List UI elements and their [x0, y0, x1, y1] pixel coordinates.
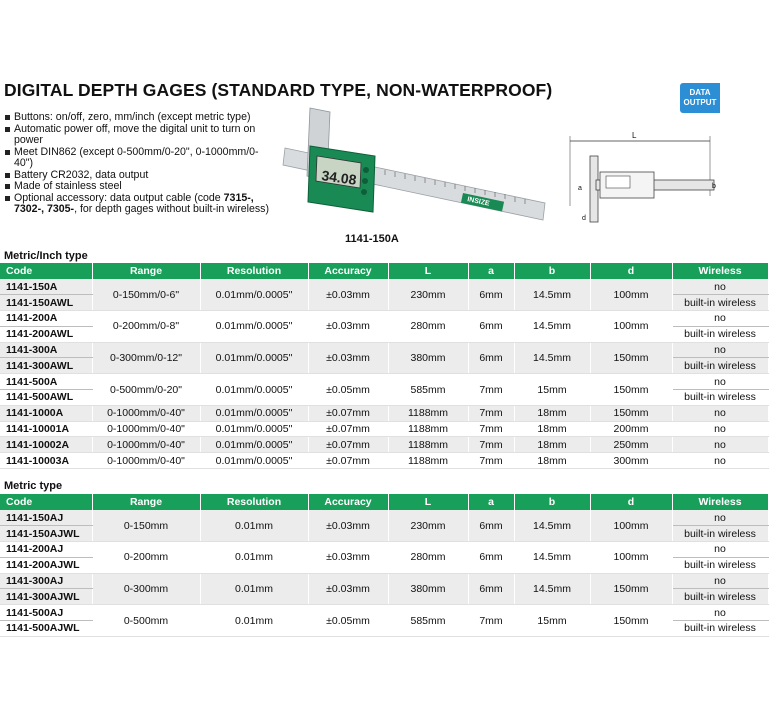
d-cell: 150mm	[590, 405, 672, 421]
wireless-cell: no	[672, 279, 768, 295]
code-cell: 1141-10003A	[0, 453, 92, 469]
a-cell: 6mm	[468, 542, 514, 574]
l-cell: 1188mm	[388, 405, 468, 421]
range-cell: 0-150mm	[92, 510, 200, 542]
wireless-cell: built-in wireless	[672, 557, 768, 573]
feature-codes: 7315-, 7302-, 7305-	[14, 191, 254, 215]
l-cell: 380mm	[388, 573, 468, 605]
a-cell: 6mm	[468, 510, 514, 542]
range-cell: 0-200mm/0-8"	[92, 311, 200, 343]
dimension-diagram	[560, 126, 720, 226]
label-L: L	[632, 131, 637, 140]
feature-item	[4, 193, 272, 216]
wireless-cell: no	[672, 453, 768, 469]
l-cell: 585mm	[388, 374, 468, 406]
a-cell: 6mm	[468, 279, 514, 311]
b-cell: 15mm	[514, 374, 590, 406]
table-row	[0, 437, 768, 453]
code-cell: 1141-200AJ	[0, 542, 92, 558]
wireless-cell: built-in wireless	[672, 621, 768, 637]
column-header: Code	[0, 494, 92, 510]
accuracy-cell: ±0.07mm	[308, 421, 388, 437]
accuracy-cell: ±0.07mm	[308, 437, 388, 453]
feature-item: Meet DIN862 (except 0-500mm/0-20", 0-1000mm/0-40")	[4, 147, 272, 170]
l-cell: 380mm	[388, 342, 468, 374]
l-cell: 1188mm	[388, 453, 468, 469]
accuracy-cell: ±0.03mm	[308, 342, 388, 374]
b-cell: 14.5mm	[514, 342, 590, 374]
table-row	[0, 311, 768, 327]
b-cell: 14.5mm	[514, 279, 590, 311]
feature-item: Buttons: on/off, zero, mm/inch (except metric type)	[4, 112, 272, 124]
range-cell: 0-150mm/0-6"	[92, 279, 200, 311]
code-cell: 1141-10002A	[0, 437, 92, 453]
feature-item: Automatic power off, move the digital unit to turn on power	[4, 124, 272, 147]
table-row	[0, 573, 768, 589]
column-header: Code	[0, 263, 92, 279]
code-cell: 1141-300AJWL	[0, 589, 92, 605]
accuracy-cell: ±0.03mm	[308, 279, 388, 311]
column-header: a	[468, 494, 514, 510]
header-row	[0, 263, 768, 279]
accuracy-cell: ±0.03mm	[308, 311, 388, 343]
badge-line-2: OUTPUT	[683, 98, 717, 107]
l-cell: 280mm	[388, 542, 468, 574]
code-cell: 1141-300AJ	[0, 573, 92, 589]
d-cell: 100mm	[590, 311, 672, 343]
metric-inch-spec-table	[0, 263, 769, 469]
resolution-cell: 0.01mm/0.0005"	[200, 311, 308, 343]
column-header: Resolution	[200, 494, 308, 510]
code-cell: 1141-1000A	[0, 405, 92, 421]
l-cell: 1188mm	[388, 437, 468, 453]
table-row	[0, 405, 768, 421]
d-cell: 300mm	[590, 453, 672, 469]
brand-logo: INSIZE	[466, 196, 491, 208]
resolution-cell: 0.01mm/0.0005"	[200, 279, 308, 311]
code-cell: 1141-500A	[0, 374, 92, 390]
accuracy-cell: ±0.05mm	[308, 374, 388, 406]
code-cell: 1141-150AJWL	[0, 526, 92, 542]
column-header: b	[514, 494, 590, 510]
b-cell: 14.5mm	[514, 510, 590, 542]
wireless-cell: no	[672, 374, 768, 390]
b-cell: 18mm	[514, 421, 590, 437]
code-cell: 1141-300AWL	[0, 358, 92, 374]
l-cell: 280mm	[388, 311, 468, 343]
wireless-cell: no	[672, 605, 768, 621]
b-cell: 18mm	[514, 405, 590, 421]
table-row	[0, 342, 768, 358]
code-cell: 1141-150AWL	[0, 295, 92, 311]
d-cell: 100mm	[590, 279, 672, 311]
l-cell: 585mm	[388, 605, 468, 637]
resolution-cell: 0.01mm/0.0005"	[200, 421, 308, 437]
code-cell: 1141-150A	[0, 279, 92, 295]
feature-text: Optional accessory: data output cable (code	[14, 191, 224, 204]
range-cell: 0-200mm	[92, 542, 200, 574]
metric-spec-table	[0, 494, 769, 637]
feature-list	[4, 112, 272, 216]
d-cell: 150mm	[590, 605, 672, 637]
wireless-cell: no	[672, 542, 768, 558]
d-cell: 150mm	[590, 342, 672, 374]
column-header: Wireless	[672, 263, 768, 279]
wireless-cell: no	[672, 421, 768, 437]
d-cell: 150mm	[590, 374, 672, 406]
a-cell: 7mm	[468, 453, 514, 469]
page-title: DIGITAL DEPTH GAGES (STANDARD TYPE, NON-WATERPROOF)	[4, 80, 553, 100]
range-cell: 0-1000mm/0-40"	[92, 405, 200, 421]
resolution-cell: 0.01mm	[200, 510, 308, 542]
range-cell: 0-300mm/0-12"	[92, 342, 200, 374]
column-header: Accuracy	[308, 494, 388, 510]
table-row	[0, 374, 768, 390]
accuracy-cell: ±0.03mm	[308, 510, 388, 542]
l-cell: 230mm	[388, 510, 468, 542]
wireless-cell: no	[672, 311, 768, 327]
wireless-cell: no	[672, 437, 768, 453]
code-cell: 1141-150AJ	[0, 510, 92, 526]
feature-item: Battery CR2032, data output	[4, 170, 272, 182]
wireless-cell: no	[672, 342, 768, 358]
resolution-cell: 0.01mm/0.0005"	[200, 453, 308, 469]
column-header: b	[514, 263, 590, 279]
metric-inch-section-title: Metric/Inch type	[4, 250, 88, 262]
range-cell: 0-1000mm/0-40"	[92, 421, 200, 437]
code-cell: 1141-200AJWL	[0, 557, 92, 573]
code-cell: 1141-200AWL	[0, 326, 92, 342]
code-cell: 1141-10001A	[0, 421, 92, 437]
accuracy-cell: ±0.07mm	[308, 405, 388, 421]
b-cell: 18mm	[514, 453, 590, 469]
data-output-badge	[680, 83, 720, 113]
column-header: Wireless	[672, 494, 768, 510]
accuracy-cell: ±0.03mm	[308, 542, 388, 574]
b-cell: 15mm	[514, 605, 590, 637]
accuracy-cell: ±0.03mm	[308, 573, 388, 605]
wireless-cell: built-in wireless	[672, 526, 768, 542]
wireless-cell: built-in wireless	[672, 295, 768, 311]
display-reading: 34.08	[320, 167, 358, 188]
resolution-cell: 0.01mm/0.0005"	[200, 342, 308, 374]
wireless-cell: built-in wireless	[672, 390, 768, 406]
column-header: Resolution	[200, 263, 308, 279]
wireless-cell: no	[672, 405, 768, 421]
code-cell: 1141-500AJWL	[0, 621, 92, 637]
d-cell: 250mm	[590, 437, 672, 453]
a-cell: 7mm	[468, 421, 514, 437]
a-cell: 6mm	[468, 342, 514, 374]
feature-item: Made of stainless steel	[4, 181, 272, 193]
resolution-cell: 0.01mm	[200, 605, 308, 637]
table-row	[0, 542, 768, 558]
column-header: Accuracy	[308, 263, 388, 279]
column-header: a	[468, 263, 514, 279]
range-cell: 0-1000mm/0-40"	[92, 437, 200, 453]
b-cell: 14.5mm	[514, 311, 590, 343]
column-header: d	[590, 494, 672, 510]
b-cell: 14.5mm	[514, 573, 590, 605]
a-cell: 7mm	[468, 374, 514, 406]
range-cell: 0-300mm	[92, 573, 200, 605]
resolution-cell: 0.01mm/0.0005"	[200, 437, 308, 453]
resolution-cell: 0.01mm/0.0005"	[200, 374, 308, 406]
label-d: d	[582, 215, 586, 222]
wireless-cell: built-in wireless	[672, 358, 768, 374]
wireless-cell: no	[672, 573, 768, 589]
l-cell: 230mm	[388, 279, 468, 311]
d-cell: 100mm	[590, 510, 672, 542]
b-cell: 18mm	[514, 437, 590, 453]
accuracy-cell: ±0.07mm	[308, 453, 388, 469]
l-cell: 1188mm	[388, 421, 468, 437]
a-cell: 6mm	[468, 573, 514, 605]
a-cell: 7mm	[468, 605, 514, 637]
badge-line-1: DATA	[689, 88, 711, 97]
label-b: b	[712, 183, 716, 190]
column-header: d	[590, 263, 672, 279]
column-header: L	[388, 263, 468, 279]
code-cell: 1141-200A	[0, 311, 92, 327]
column-header: Range	[92, 263, 200, 279]
d-cell: 200mm	[590, 421, 672, 437]
code-cell: 1141-500AJ	[0, 605, 92, 621]
wireless-cell: no	[672, 510, 768, 526]
range-cell: 0-1000mm/0-40"	[92, 453, 200, 469]
table-row	[0, 421, 768, 437]
code-cell: 1141-300A	[0, 342, 92, 358]
accuracy-cell: ±0.05mm	[308, 605, 388, 637]
code-cell: 1141-500AWL	[0, 390, 92, 406]
resolution-cell: 0.01mm	[200, 542, 308, 574]
range-cell: 0-500mm	[92, 605, 200, 637]
resolution-cell: 0.01mm	[200, 573, 308, 605]
a-cell: 7mm	[468, 405, 514, 421]
range-cell: 0-500mm/0-20"	[92, 374, 200, 406]
table-row	[0, 279, 768, 295]
d-cell: 100mm	[590, 542, 672, 574]
table-row	[0, 453, 768, 469]
column-header: L	[388, 494, 468, 510]
label-a: a	[578, 185, 582, 192]
metric-section-title: Metric type	[4, 480, 63, 492]
wireless-cell: built-in wireless	[672, 589, 768, 605]
wireless-cell: built-in wireless	[672, 326, 768, 342]
feature-text: , for depth gages without built-in wireless)	[74, 203, 269, 215]
depth-gage-photo	[255, 108, 550, 233]
table-row	[0, 605, 768, 621]
a-cell: 7mm	[468, 437, 514, 453]
table-row	[0, 510, 768, 526]
header-row	[0, 494, 768, 510]
d-cell: 150mm	[590, 573, 672, 605]
resolution-cell: 0.01mm/0.0005"	[200, 405, 308, 421]
b-cell: 14.5mm	[514, 542, 590, 574]
product-caption: 1141-150A	[345, 233, 399, 245]
column-header: Range	[92, 494, 200, 510]
a-cell: 6mm	[468, 311, 514, 343]
